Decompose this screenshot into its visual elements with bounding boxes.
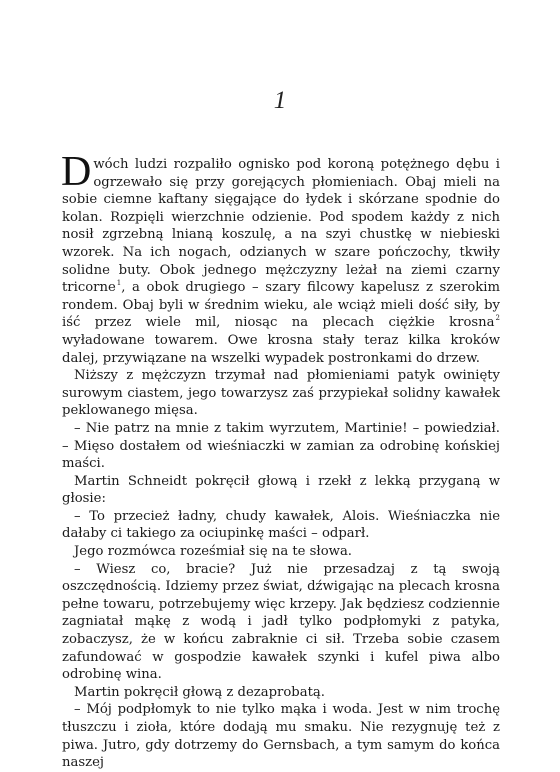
paragraph-text: , a obok drugiego – szary filcowy kapelusz z szerokim rondem. Obaj byli w średnim wieku, ale wciąż mieli dość siły, by iść przez wiele mil, niosąc na plecach ciężkie krosna — [62, 280, 500, 331]
paragraph-text: wyładowane towarem. Owe krosna stały teraz kilka kroków dalej, przywiązane na wszelki wypadek postronkami do drzew. — [62, 332, 500, 366]
chapter-text — [61, 149, 500, 772]
dialogue-paragraph: – To przecież ładny, chudy kawałek, Alois. Wieśniaczka nie dałaby ci takiego za ociupinkę maści – odparł. — [62, 508, 500, 542]
paragraph: Jego rozmówca roześmiał się na te słowa. — [74, 544, 352, 560]
footnote-marker[interactable]: 1 — [116, 278, 122, 287]
dialogue-paragraph: – Mój podpłomyk to nie tylko mąka i woda. Jest w nim trochę tłuszczu i zioła, które dodają mu smaku. Nie rezygnuję też z piwa. Jutro, gdy dotrzemy do Gernsbach, a tym samym do końca naszej — [62, 702, 500, 771]
drop-cap-letter: D — [61, 149, 92, 195]
dialogue-paragraph: – Nie patrz na mnie z takim wyrzutem, Martinie! – powiedział. – Mięso dostałem od wieśniaczki w zamian za odrobinę końskiej maści. — [62, 420, 500, 472]
dialogue-paragraph: – Wiesz co, bracie? Już nie przesadzaj z tą swoją oszczędnością. Idziemy przez świat, dźwigając na plecach krosna pełne towaru, potrzebujemy więc krzepy. Jak będziesz codziennie zagniatał mąkę z wodą i jadł tylko podpłomyki z patyka, zobaczysz, że w końcu zabraknie ci sił. Trzeba sobie czasem zafundować w gospodzie kawałek szynki i kufel piwa albo odrobinę wina. — [62, 561, 500, 683]
paragraph: Niższy z mężczyzn trzymał nad płomieniami patyk owinięty surowym ciastem, jego towarzysz zaś przypiekał solidny kawałek peklowanego mięsa. — [62, 368, 500, 419]
paragraph-text: wóch ludzi rozpaliło ognisko pod koroną potężnego dębu i ogrzewało się przy gorejących płomieniach. Obaj mieli na sobie ciemne kaftany sięgające do łydek i skórzane spodnie do kolan. Rozpięli wierzchnie odzienie. Pod spodem każdy z nich nosił zgrzebną lnianą koszulę, a na szyi chustkę w niebieski wzorek. Na ich nogach, odzianych w szare pończochy, tkwiły solidne buty. Obok jednego mężczyzny leżał na ziemi czarny tricorne — [62, 157, 500, 296]
chapter-number: 1 — [273, 87, 287, 114]
paragraph: Martin Schneidt pokręcił głową i rzekł z lekką przyganą w głosie: — [62, 473, 500, 507]
paragraph-opening — [61, 149, 500, 367]
paragraph: Martin pokręcił głową z dezaprobatą. — [74, 684, 325, 700]
footnote-marker[interactable]: 2 — [495, 313, 500, 322]
